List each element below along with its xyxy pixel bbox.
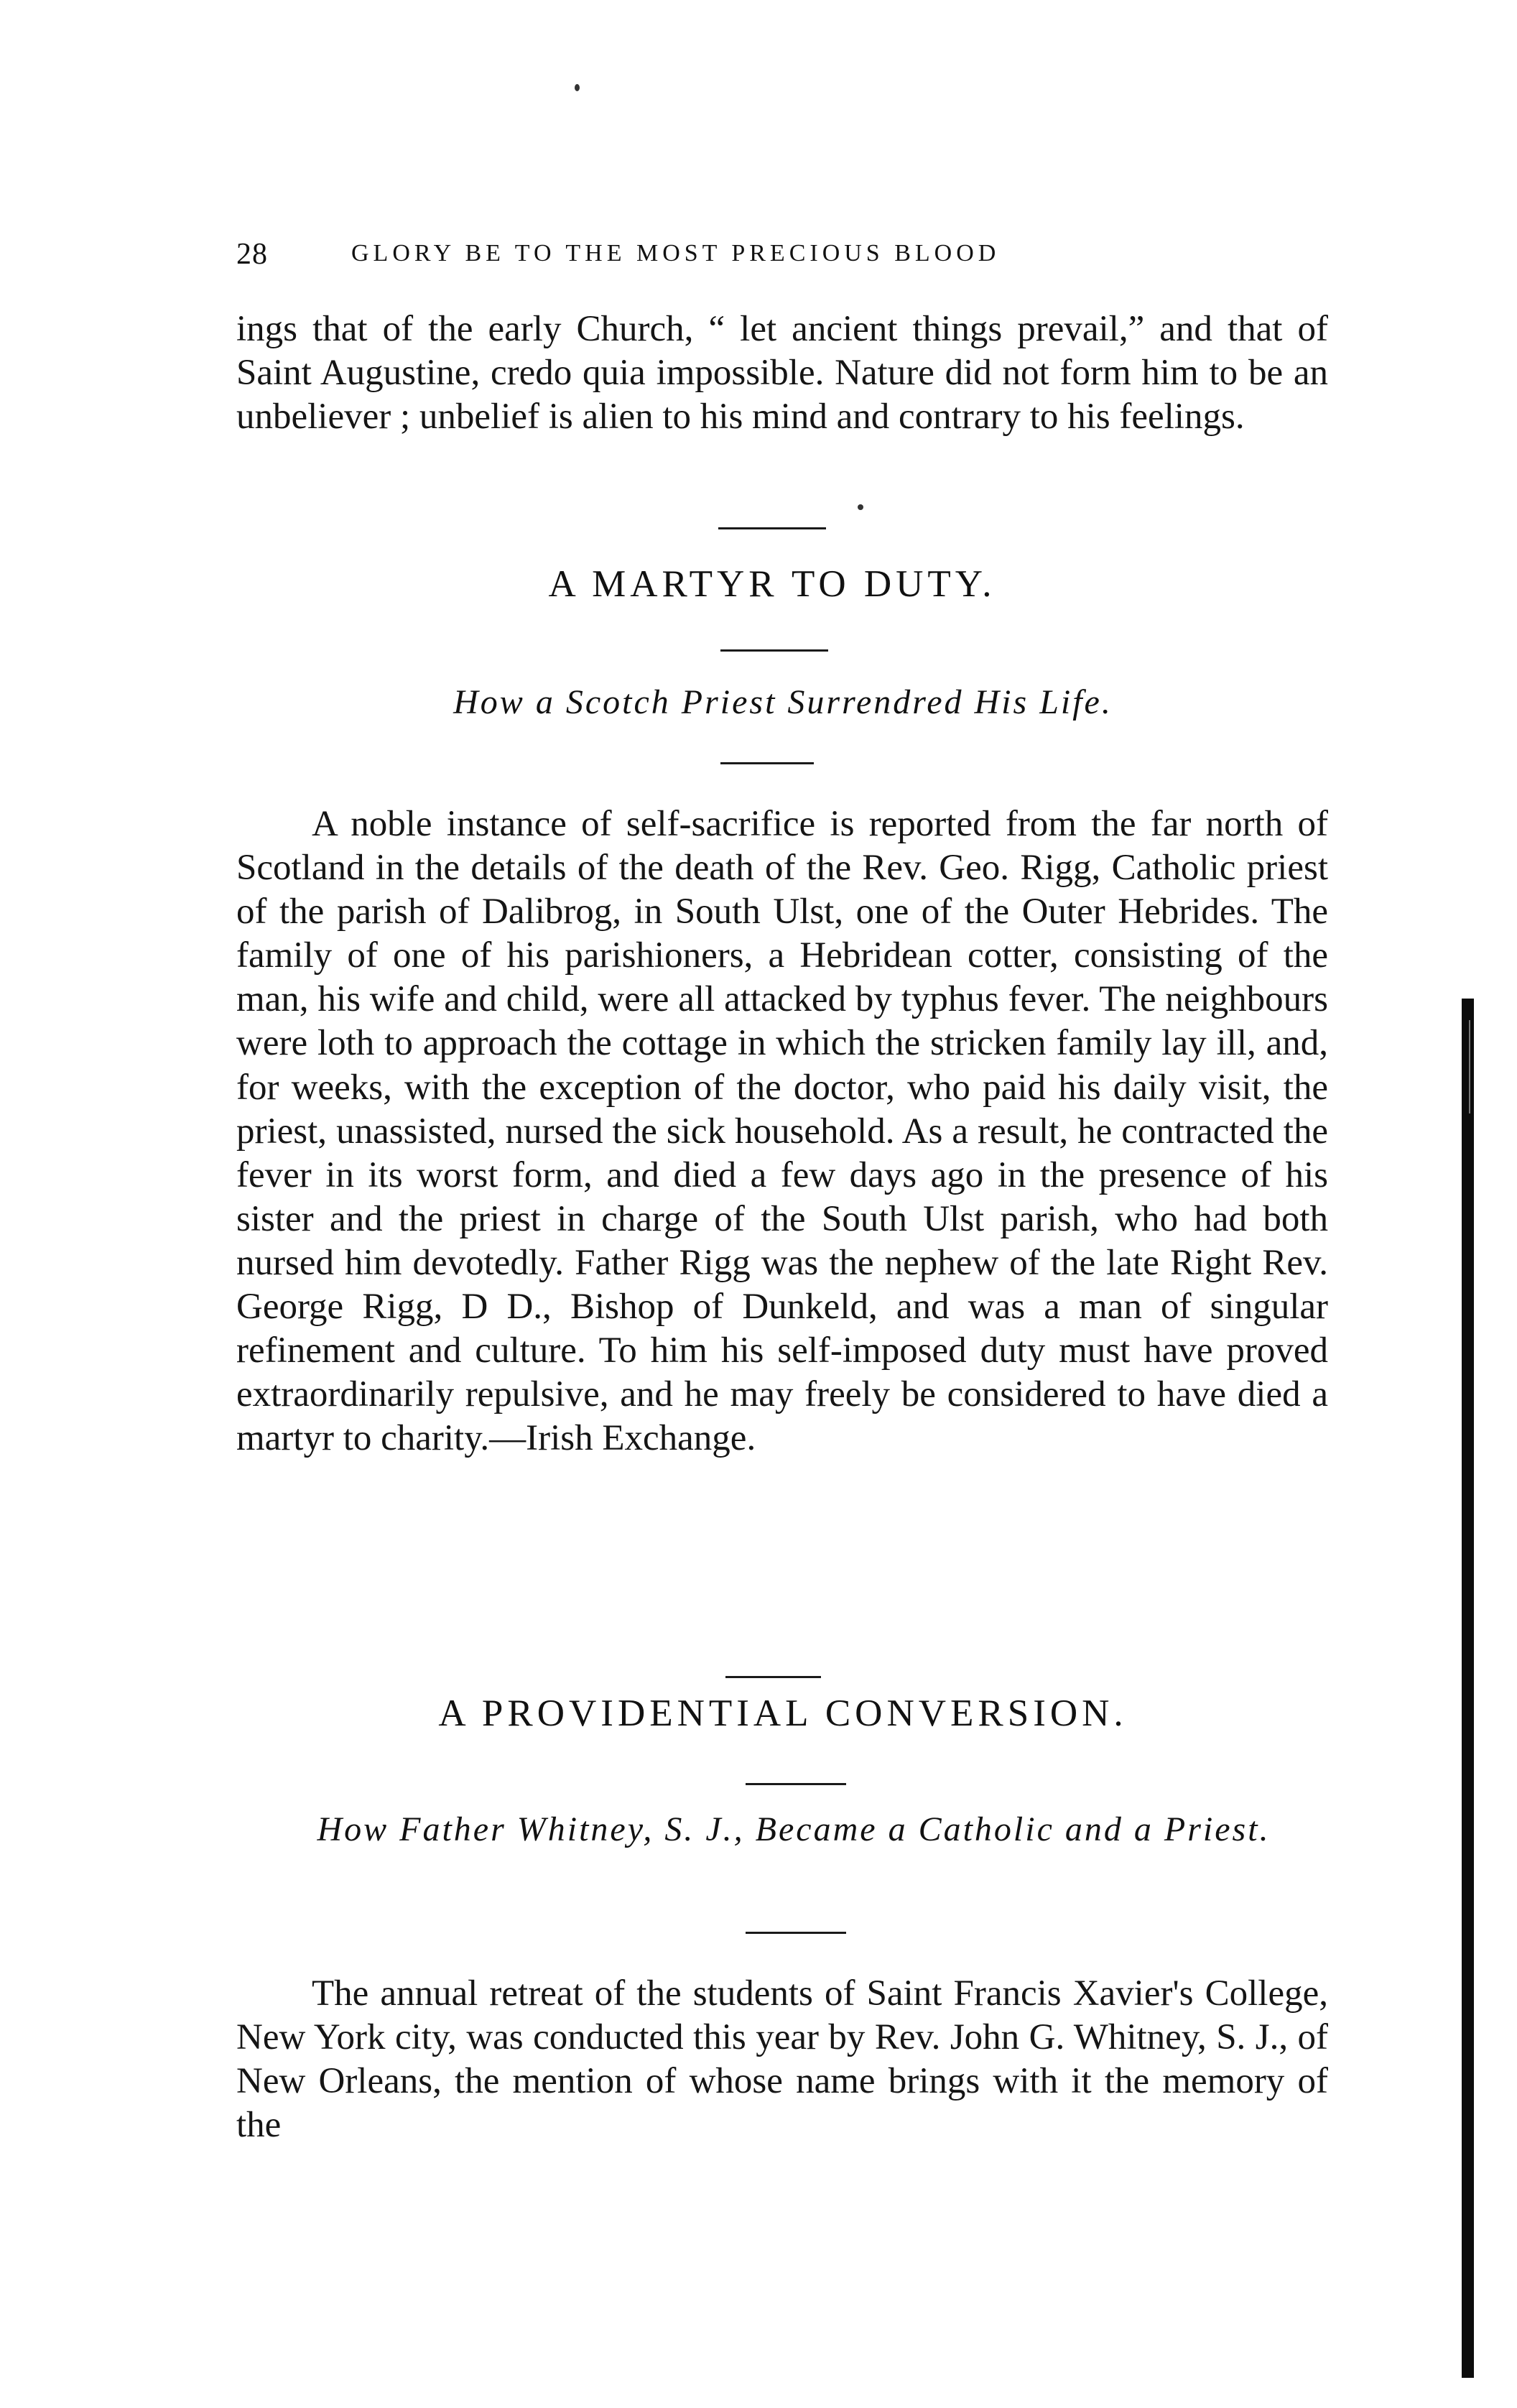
page-header xyxy=(236,237,1314,280)
section-divider xyxy=(718,527,826,529)
subtitle-divider xyxy=(746,1932,846,1934)
page-edge-line xyxy=(1469,1020,1470,1113)
section-2-body: The annual retreat of the students of Saint Francis Xavier's College, New York city, was conducted this year by Rev. John G. Whitney, S. J., of New Orleans, the mention of whose name brings with it the memory of the xyxy=(236,1973,1328,2145)
section-1-body: A noble instance of self-sacrifice is reported from the far north of Scotland in the details of the death of the Rev. Geo. Rigg, Catholic priest of the parish of Dalibrog, in South Ulst, one of the Outer Hebrides. The family of one of his parishioners, a Hebridean cotter, consisting of the man, his wife and child, were all attacked by typhus fever. The neighbours were loth to approach the cottage in which the stricken family lay ill, and, for weeks, with the exception of the doctor, who paid his daily visit, the priest, unassisted, nursed the sick household. As a result, he contracted the fever in its worst form, and died a few days ago in the presence of his sister and the priest in charge of the South Ulst parish, who had both nursed him devotedly. Father Rigg was the nephew of the late Right Rev. George Rigg, D D., Bishop of Dunkeld, and was a man of singular refinement and culture. To him his self-imposed duty must have proved extraordinarily repulsive, and he may freely be considered to have died a martyr to charity.—Irish Exchange. xyxy=(236,804,1328,1459)
opening-paragraph: ings that of the early Church, “ let ancient things prevail,” and that of Saint Augustine, credo quia impossible. Nature did not form him to be an unbeliever ; unbelief is alien to his mind and contrary to his feelings. xyxy=(236,309,1328,437)
section-1-subtitle: How a Scotch Priest Surrendred His Life. xyxy=(453,683,1113,721)
title-divider xyxy=(746,1783,846,1785)
section-divider xyxy=(725,1676,821,1678)
subtitle-divider xyxy=(720,762,814,764)
print-speck xyxy=(858,504,863,510)
page-number: 28 xyxy=(236,238,268,271)
running-title: GLORY BE TO THE MOST PRECIOUS BLOOD xyxy=(351,240,1001,267)
page-edge-shadow xyxy=(1462,999,1474,2378)
section-2-title: A PROVIDENTIAL CONVERSION. xyxy=(438,1692,1128,1734)
section-2-subtitle: How Father Whitney, S. J., Became a Catholic and a Priest. xyxy=(317,1810,1271,1848)
title-divider xyxy=(720,649,828,652)
section-1-title: A MARTYR TO DUTY. xyxy=(548,563,996,605)
print-speck xyxy=(575,84,580,91)
